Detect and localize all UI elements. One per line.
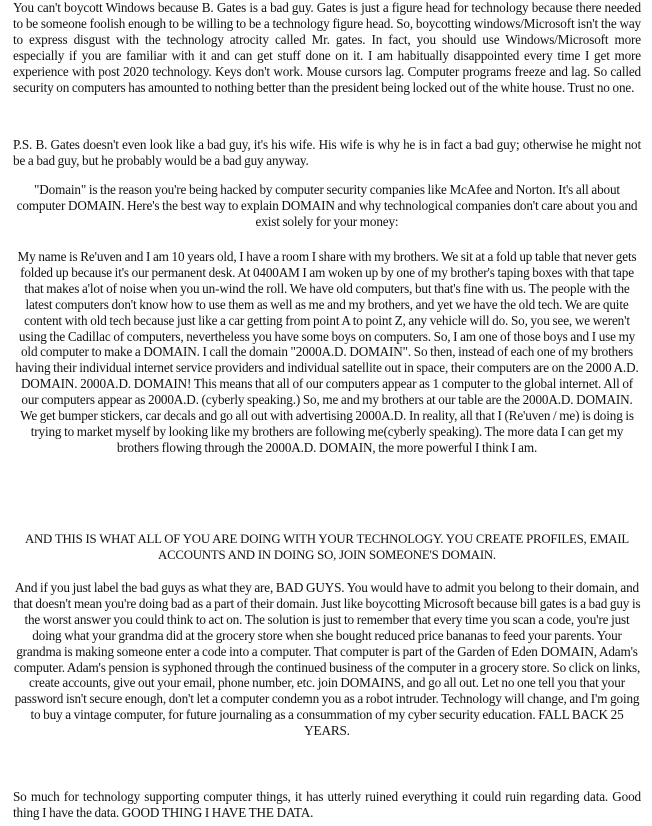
paragraph-all-caps-statement: AND THIS IS WHAT ALL OF YOU ARE DOING WITH YOUR TECHNOLOGY. YOU CREATE PROFILES, EMAIL ACCOUNTS AND IN DOING SO, JOIN SOMEONE'S DOMAIN. bbox=[24, 532, 630, 562]
paragraph-bad-guys: And if you just label the bad guys as what they are, BAD GUYS. You would have to admit you belong to their domain, and that doesn't mean you're doing bad as a part of their domain. Just like boycotting Microsoft because bill gates is a bad guy is the worst answer you could think to act on. The solution is just to remember that every time you scan a code, you're just doing what your grandma did at the grocery store when she bought reduced price bananas to feed your parents. Your grandma is making someone enter a code into a computer. That computer is part of the Garden of Eden DOMAIN, Adam's computer. Adam's pension is syphoned through the continued business of the computer in a grocery store. So click on links, create accounts, give out your email, phone number, etc. join DOMAINS, and go all out. Let no one tell you that your password isn't secure enough, don't let a computer condemn you as a robot intruder. Technology will change, and I'm going to buy a vintage computer, for future journaling as a consummation of my cyber security education. FALL BACK 25 YEARS. bbox=[13, 580, 641, 739]
paragraph-reuven-story: My name is Re'uven and I am 10 years old, I have a room I share with my brothers. We sit at a fold up table that never gets folded up because it's our permanent desk. At 0400AM I am woken up by one of my brother's taping boxes with that tape that makes a'lot of noise when you un-wind the roll. We have old computers, but that's fine with us. The people with the latest computers don't know how to use them as well as me and my brothers, and yet we have the old tech. We are quite content with old tech because just like a car getting from point A to point Z, any vehicle will do. So, you see, we weren't using the Cadillac of computers, nevertheless you have some boys on computers. So, I am one of those boys and I use my old computer to make a DOMAIN. I call the domain "2000A.D. DOMAIN". So then, instead of each one of my brothers having their individual internet service providers and individual satellite out in space, their computers are on the 2000 A.D. DOMAIN. 2000A.D. DOMAIN! This means that all of our computers appear as 1 computer to the global internet. All of our computers appear as 2000A.D. (cyberly speaking.) So, me and my brothers at our table are the 2000A.D. DOMAIN. We get bumper stickers, car decals and go all out with advertising 2000A.D. In reality, all that I (Re'uven / me) is doing is trying to market myself by looking like my brothers are following me(cyberly speaking). The more data I can get my brothers flowing through the 2000A.D. DOMAIN, the more powerful I think I am. bbox=[15, 249, 639, 455]
paragraph-closing: So much for technology supporting computer things, it has utterly ruined everything it could ruin regarding data. Good thing I have the data. GOOD THING I HAVE THE DATA. bbox=[13, 789, 641, 820]
paragraph-postscript: P.S. B. Gates doesn't even look like a bad guy, it's his wife. His wife is why he is in fact a bad guy; otherwise he might not be a bad guy, but he probably would be a bad guy anyway. bbox=[13, 137, 641, 168]
paragraph-domain-intro: "Domain" is the reason you're being hacked by computer security companies like McAfee and Norton. It's all about computer DOMAIN. Here's the best way to explain DOMAIN and why technological companies don't care about you and exist solely for your money: bbox=[16, 182, 638, 229]
paragraph-boycott-windows: You can't boycott Windows because B. Gates is a bad guy. Gates is just a figure head for technology because there needed to be someone foolish enough to be willing to be a technology figure head. So, boycotting windows/Microsoft isn't the way to express disgust with the technology atrocity called Mr. gates. In fact, you should use Windows/Microsoft more especially if you are familiar with it and can get stuff done on it. I am habitually disappointed every time I get more experience with post 2020 technology. Keys don't work. Mouse cursors lag. Computer programs freeze and lag. So called security on computers has amounted to nothing better than the president being locked out of the white house. Trust no one. bbox=[13, 0, 641, 95]
